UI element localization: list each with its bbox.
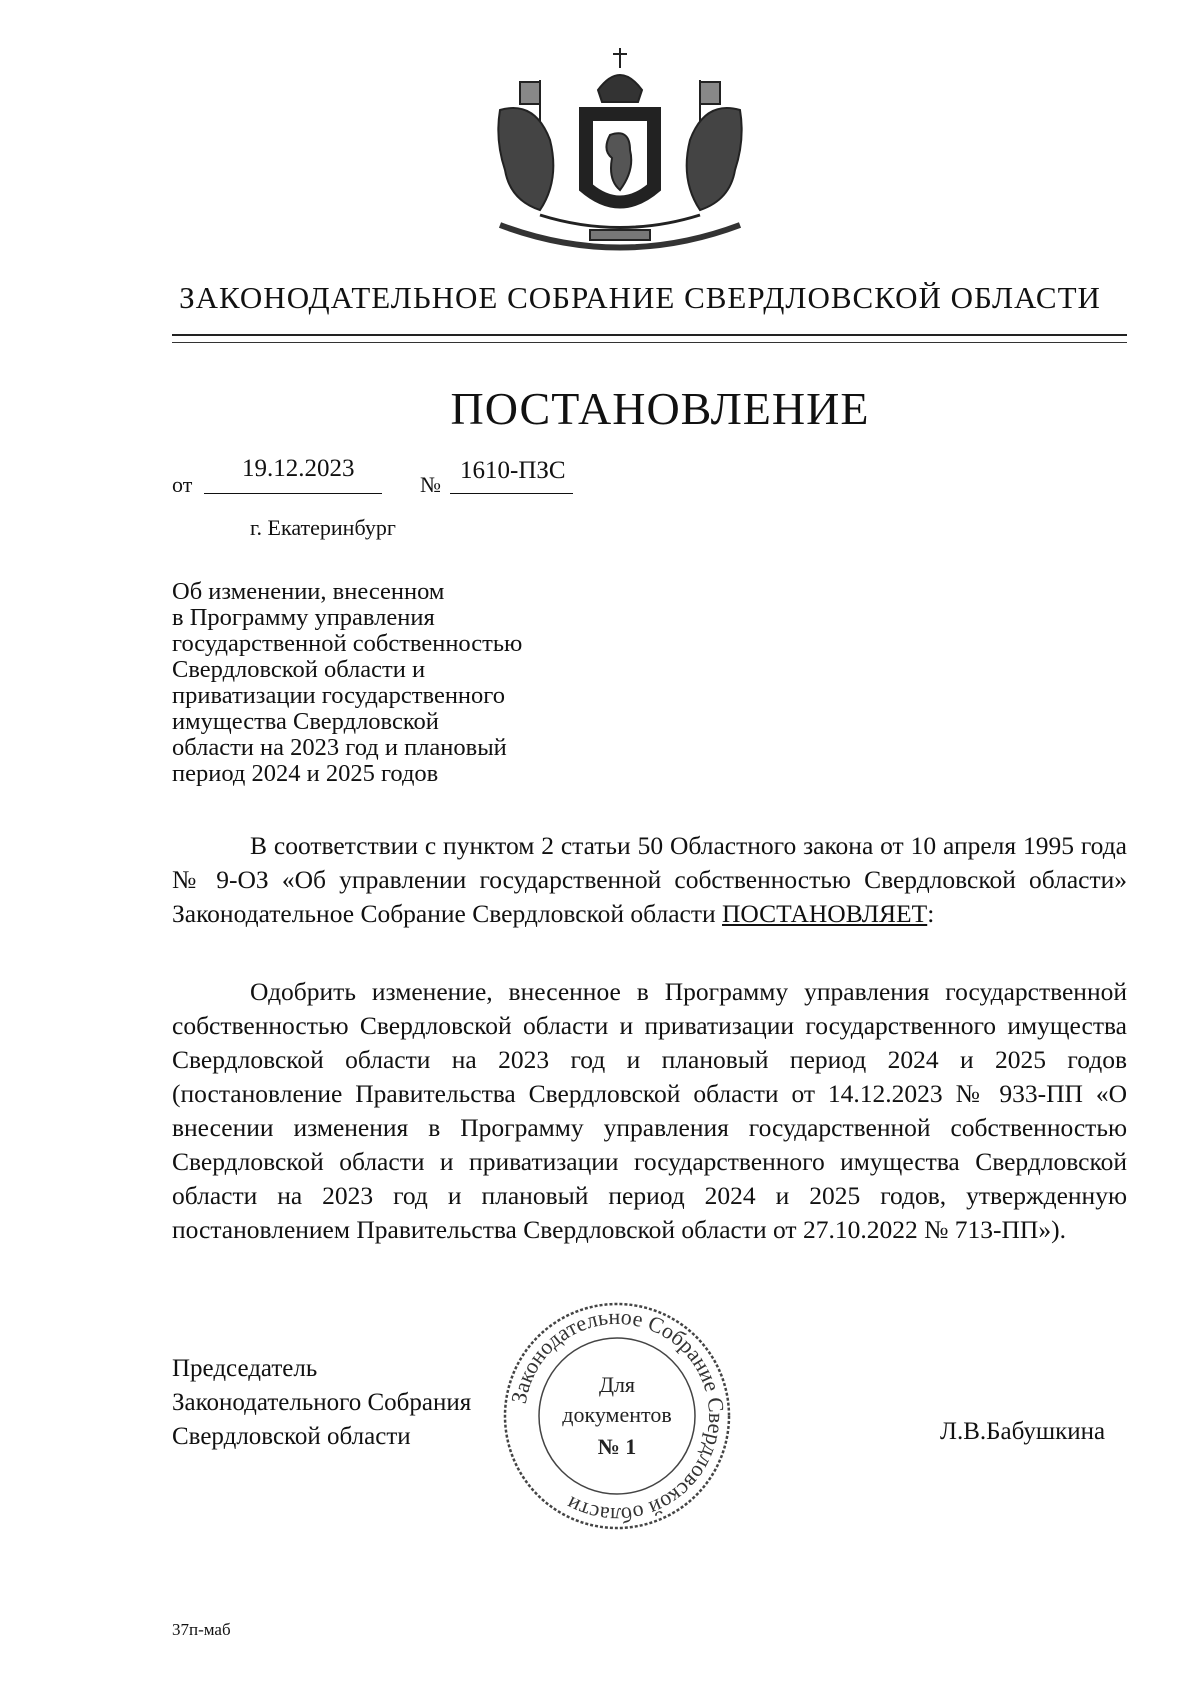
city-line: г. Екатеринбург [250,515,396,540]
subject-line: Об изменении, внесенном [172,578,445,605]
subject-line: области на 2023 год и плановый [172,734,507,761]
document-subject [172,579,612,787]
signatory-title-line: Законодательного Собрания [172,1389,472,1416]
signatory-title-line: Свердловской области [172,1423,411,1450]
subject-line: имущества Свердловской [172,708,439,735]
official-seal-stamp [497,1296,737,1536]
subject-line: Свердловской области и [172,656,426,683]
subject-line: в Программу управления [172,604,435,631]
signatory-name: Л.В.Бабушкина [940,1418,1106,1445]
preamble-paragraph [172,829,1127,931]
preamble-text: В соответствии с пунктом 2 статьи 50 Областного закона от 10 апреля 1995 года № 9-ОЗ «Об управлении государственной собственностью Свердловской области» Законодательное Собрание Свердловской области [172,831,1127,928]
document-number: 1610-ПЗС [460,457,566,484]
date-label: от [172,472,193,497]
date-underline [204,493,382,494]
signatory-title-line: Председатель [172,1355,318,1382]
subject-line: государственной собственностью [172,630,523,657]
document-date: 19.12.2023 [242,455,355,482]
document-type-heading: ПОСТАНОВЛЕНИЕ [450,383,870,434]
decision-text: Одобрить изменение, внесенное в Программу управления государственной собственностью Свердловской области и приватизации государственного имущества Свердловской области на 2023 год и плановый период 2024 и 2025 годов (постановление Правительства Свердловской области от 14.12.2023 № 933-ПП «О внесении изменения в Программу управления государственной собственностью Свердловской области и приватизации государственного имущества Свердловской области на 2023 год и плановый период 2024 и 2025 годов, утвержденную постановлением Правительства Свердловской области от 27.10.2022 № 713-ПП»). [172,977,1127,1244]
subject-line: приватизации государственного [172,682,505,709]
stamp-center-line: Для [598,1372,636,1397]
decree-word: ПОСТАНОВЛЯЕТ [722,899,928,928]
stamp-center-line: № 1 [597,1434,637,1459]
number-label: № [420,472,441,497]
subject-line: период 2024 и 2025 годов [172,760,439,787]
stamp-ring-text: Законодательное Собрание Свердловской области [505,1303,730,1529]
header-divider-bottom [172,342,1127,343]
header-divider-top [172,334,1127,336]
decision-paragraph [172,975,1127,1247]
decree-suffix: : [927,899,935,928]
footer-code: 37п-маб [172,1620,231,1639]
stamp-center-line: документов [562,1402,672,1427]
coat-of-arms-emblem [480,40,760,270]
number-underline [450,493,573,494]
organization-title: ЗАКОНОДАТЕЛЬНОЕ СОБРАНИЕ СВЕРДЛОВСКОЙ ОБЛАСТИ [179,280,1101,315]
signatory-title [172,1352,471,1454]
